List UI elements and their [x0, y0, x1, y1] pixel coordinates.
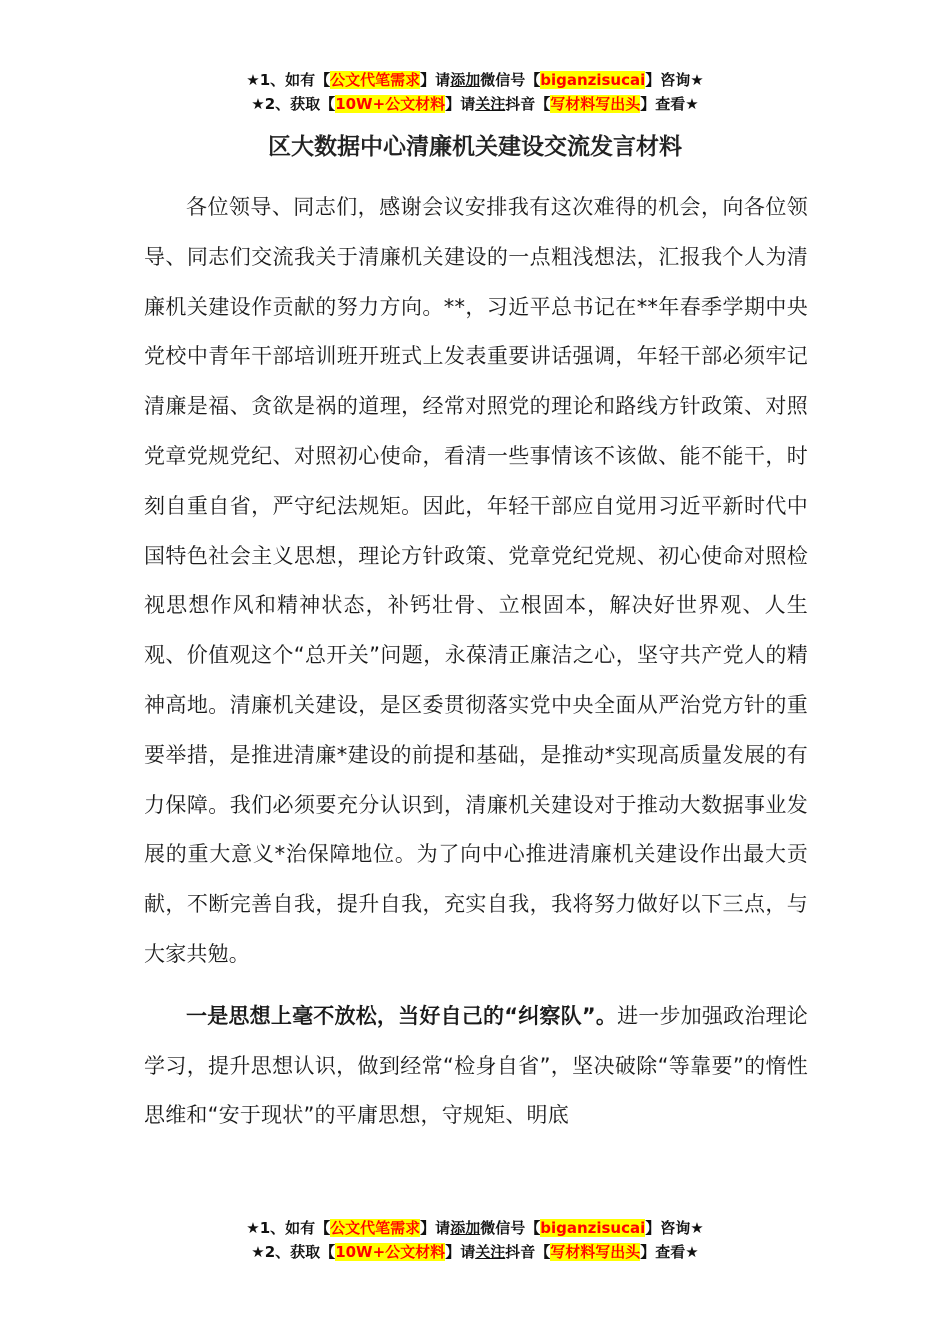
banner-text: 】请: [420, 1219, 451, 1237]
paragraph-intro: 各位领导、同志们，感谢会议安排我有这次难得的机会，向各位领导、同志们交流我关于清廉机关建设的一点粗浅想法，汇报我个人为清廉机关建设作贡献的努力方向。**，习近平总书记在**年春季学期中央党校中青年干部培训班开班式上发表重要讲话强调，年轻干部必须牢记清廉是福、贪欲是祸的道理，经常对照党的理论和路线方针政策、对照党章党规党纪、对照初心使命，看清一些事情该不该做、能不能干，时刻自重自省，严守纪法规矩。因此，年轻干部应自觉用习近平新时代中国特色社会主义思想，理论方针政策、党章党纪党规、初心使命对照检视思想作风和精神状态，补钙壮骨、立根固本，解决好世界观、人生观、价值观这个“总开关”问题，永葆清正廉洁之心，坚守共产党人的精神高地。清廉机关建设，是区委贯彻落实党中央全面从严治党方针的重要举措，是推进清廉*建设的前提和基础，是推动*实现高质量发展的有力保障。我们必须要充分认识到，清廉机关建设对于推动大数据事业发展的重大意义*治保障地位。为了向中心推进清廉机关建设作出最大贡献，不断完善自我，提升自我，充实自我，我将努力做好以下三点，与大家共勉。: [144, 195, 808, 966]
highlight-ghostwriting: 公文代笔需求: [330, 71, 421, 89]
star-icon: ★: [251, 1243, 265, 1261]
banner-text: 2、获取【: [264, 1243, 336, 1261]
banner-line-2: [0, 1240, 950, 1264]
highlight-materials: 10W+公文材料: [335, 1243, 446, 1261]
banner-text: 】查看★: [640, 1243, 699, 1261]
banner-text: 抖音【: [505, 1243, 551, 1261]
point-one-body: 进一步加强政治理论学习，提升思想认识，做到经常“检身自省”，坚决破除“等靠要”的惰性思维和“安于现状”的平庸思想，守规矩、明底: [144, 1003, 808, 1128]
banner-text: 】请: [445, 95, 476, 113]
star-icon: ★: [251, 95, 265, 113]
underlined-follow: 关注: [475, 95, 506, 113]
highlight-wechat-id: biganzisucai: [540, 1219, 646, 1237]
underlined-follow: 关注: [475, 1243, 506, 1261]
banner-text: 】请: [445, 1243, 476, 1261]
document-body: [144, 183, 808, 1141]
header-banner: [0, 68, 950, 116]
star-icon: ★: [246, 1219, 260, 1237]
highlight-douyin-account: 写材料写出头: [550, 95, 641, 113]
banner-text: 1、如有【: [259, 1219, 331, 1237]
banner-text: 微信号【: [480, 71, 541, 89]
paragraph-point-one: [144, 992, 808, 1141]
highlight-wechat-id: biganzisucai: [540, 71, 646, 89]
highlight-douyin-account: 写材料写出头: [550, 1243, 641, 1261]
banner-text: 】查看★: [640, 95, 699, 113]
underlined-add: 添加: [450, 1219, 481, 1237]
banner-line-1: [0, 68, 950, 92]
banner-text: 微信号【: [480, 1219, 541, 1237]
banner-text: 抖音【: [505, 95, 551, 113]
highlight-materials: 10W+公文材料: [335, 95, 446, 113]
banner-text: 1、如有【: [259, 71, 331, 89]
banner-text: 】请: [420, 71, 451, 89]
banner-line-2: [0, 92, 950, 116]
banner-line-1: [0, 1216, 950, 1240]
banner-text: 】咨询★: [645, 71, 704, 89]
banner-text: 】咨询★: [645, 1219, 704, 1237]
star-icon: ★: [246, 71, 260, 89]
point-one-heading: 一是思想上毫不放松，当好自己的“纠察队”。: [186, 1003, 618, 1028]
banner-text: 2、获取【: [264, 95, 336, 113]
underlined-add: 添加: [450, 71, 481, 89]
footer-banner: [0, 1216, 950, 1264]
highlight-ghostwriting: 公文代笔需求: [330, 1219, 421, 1237]
document-title: 区大数据中心清廉机关建设交流发言材料: [268, 134, 682, 160]
